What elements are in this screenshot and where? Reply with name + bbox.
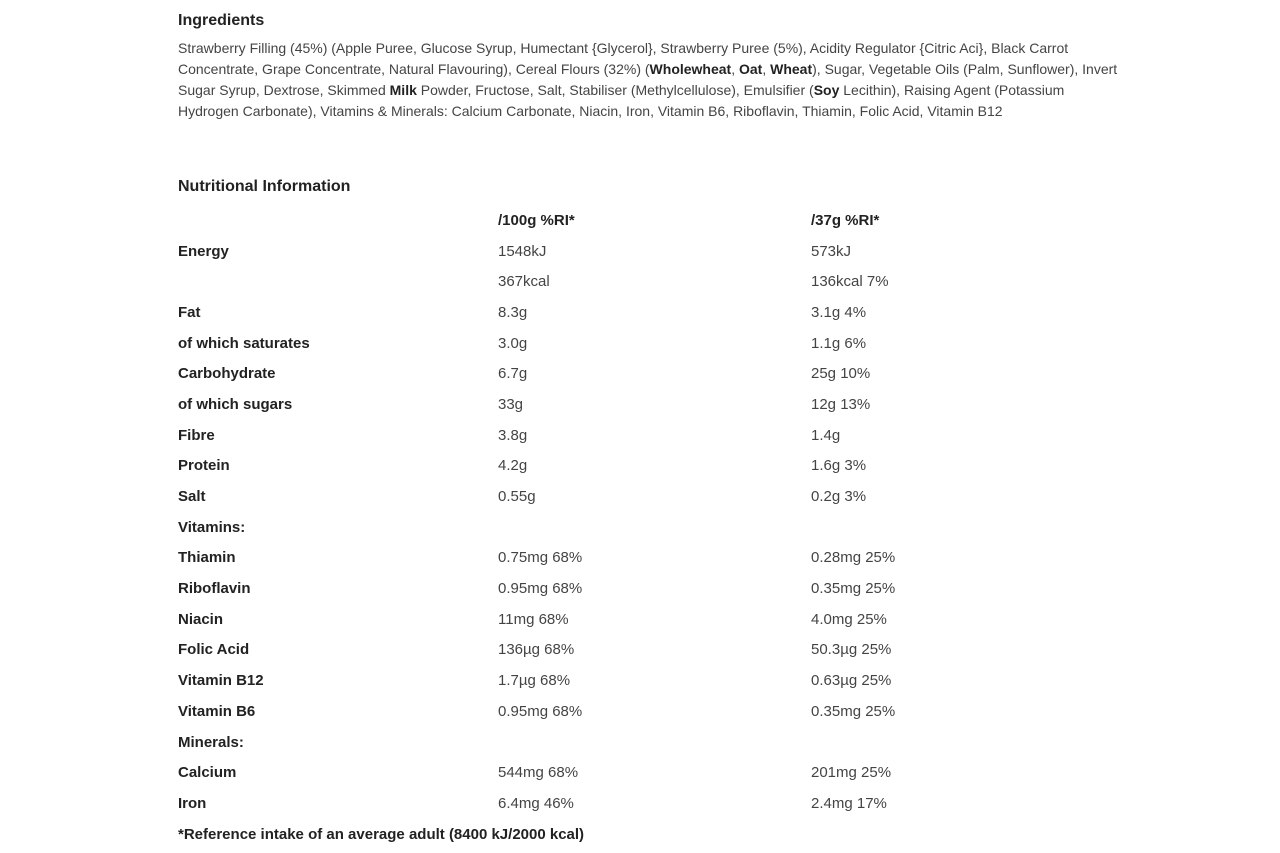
nutrition-rows (178, 236, 895, 819)
nutrient-name: Iron (178, 794, 207, 812)
value-per-100g: 1548kJ (498, 242, 547, 260)
nutrition-row (178, 573, 895, 604)
nutrition-heading: Nutritional Information (178, 178, 351, 195)
value-per-serving: 4.0mg 25% (811, 610, 887, 628)
nutrition-row (178, 328, 895, 359)
nutrient-name: Vitamin B6 (178, 702, 256, 720)
value-per-serving: 25g 10% (811, 365, 871, 383)
nutrient-name: Fat (178, 303, 201, 321)
ingredients-heading: Ingredients (178, 12, 265, 29)
allergen-text: Oat (739, 61, 763, 77)
value-per-100g: 0.75mg 68% (498, 549, 583, 567)
ingredient-text: Strawberry Filling (45%) (Apple Puree, Glucose Syrup, Humectant {Glycerol}, Strawberry Puree (5%), Acidity Regulator {Citric Aci}, Black Carrot Concentrate, Grape Concentrate, Natural Flavouring), Cereal Flours (32%) ( (178, 40, 1069, 77)
value-per-100g: 8.3g (498, 303, 528, 321)
allergen-text: Wheat (770, 61, 813, 77)
value-per-100g: 3.0g (498, 334, 528, 352)
value-per-serving: 2.4mg 17% (811, 794, 887, 812)
nutrition-row (178, 604, 895, 635)
ingredients-text (178, 38, 1118, 122)
nutrient-name: Fibre (178, 426, 215, 444)
value-per-serving: 1.1g 6% (811, 334, 867, 352)
value-per-100g: 6.7g (498, 365, 528, 383)
nutrient-name (178, 266, 498, 297)
allergen-text: Wholewheat (649, 61, 732, 77)
nutrient-name: Protein (178, 457, 230, 475)
nutrient-name: Energy (178, 242, 229, 260)
nutrition-row (178, 389, 895, 420)
header-label-cell (178, 205, 498, 236)
value-per-100g: 544mg 68% (498, 764, 579, 782)
value-per-serving: 0.63µg 25% (811, 672, 892, 690)
allergen-text: Milk (389, 82, 417, 98)
nutrient-name: of which sugars (178, 395, 293, 413)
nutrient-name: Salt (178, 488, 206, 506)
nutrient-name: Niacin (178, 610, 224, 628)
allergen-text: Soy (813, 82, 840, 98)
nutrition-row (178, 481, 895, 512)
value-per-serving: 3.1g 4% (811, 303, 867, 321)
ingredient-text: , (731, 61, 739, 77)
value-per-100g: 1.7µg 68% (498, 672, 571, 690)
value-per-serving (811, 727, 895, 758)
ingredient-text: Lecithin), Raising Agent (Potassium Hydrogen Carbonate), Vitamins & Minerals: Calcium Carbonate, Niacin, Iron, Vitamin B6, Riboflavin, Thiamin, Folic Acid, Vitamin B12 (178, 82, 1065, 119)
nutrition-row (178, 358, 895, 389)
nutrient-name: Riboflavin (178, 580, 251, 598)
reference-intake-footnote: *Reference intake of an average adult (8400 kJ/2000 kcal) (178, 826, 585, 843)
nutrition-row (178, 635, 895, 666)
nutrition-row (178, 727, 895, 758)
value-per-100g (498, 727, 811, 758)
nutrition-row (178, 543, 895, 574)
nutrition-header-row (178, 205, 895, 236)
nutrient-name: Calcium (178, 764, 237, 782)
nutrition-row (178, 665, 895, 696)
nutrient-name: Minerals: (178, 733, 244, 751)
header-per-serving: /37g %RI* (811, 211, 880, 229)
value-per-serving: 1.6g 3% (811, 457, 867, 475)
nutrition-row (178, 420, 895, 451)
nutrition-row (178, 696, 895, 727)
nutrient-name: Vitamins: (178, 518, 246, 536)
nutrition-row (178, 757, 895, 788)
nutrient-name: Thiamin (178, 549, 236, 567)
value-per-100g: 33g (498, 395, 524, 413)
value-per-serving: 0.2g 3% (811, 488, 867, 506)
header-per-100g: /100g %RI* (498, 211, 575, 229)
value-per-serving: 573kJ (811, 242, 852, 260)
nutrient-name: of which saturates (178, 334, 310, 352)
value-per-100g: 4.2g (498, 457, 528, 475)
value-per-serving (811, 512, 895, 543)
value-per-serving: 0.35mg 25% (811, 702, 896, 720)
value-per-serving: 0.28mg 25% (811, 549, 896, 567)
nutrition-row (178, 297, 895, 328)
value-per-100g: 136µg 68% (498, 641, 575, 659)
nutrition-row (178, 236, 895, 267)
value-per-serving: 201mg 25% (811, 764, 892, 782)
value-per-serving: 1.4g (811, 426, 841, 444)
value-per-100g: 3.8g (498, 426, 528, 444)
nutrition-table (178, 205, 895, 819)
value-per-100g: 0.95mg 68% (498, 580, 583, 598)
value-per-100g: 11mg 68% (498, 610, 569, 628)
nutrition-row (178, 788, 895, 819)
nutrition-row (178, 512, 895, 543)
nutrient-name: Vitamin B12 (178, 672, 264, 690)
nutrition-row (178, 451, 895, 482)
value-per-serving: 136kcal 7% (811, 273, 889, 291)
nutrition-row (178, 266, 895, 297)
nutrient-name: Carbohydrate (178, 365, 276, 383)
value-per-100g: 6.4mg 46% (498, 794, 574, 812)
value-per-100g: 0.95mg 68% (498, 702, 583, 720)
ingredient-text: , (762, 61, 771, 77)
ingredient-text: ), Sugar, Vegetable Oils (Palm, Sunflower), Invert Sugar Syrup, Dextrose, Skimmed (178, 61, 1118, 98)
nutrient-name: Folic Acid (178, 641, 250, 659)
value-per-100g: 0.55g (498, 488, 536, 506)
value-per-serving: 50.3µg 25% (811, 641, 892, 659)
value-per-serving: 12g 13% (811, 395, 871, 413)
value-per-100g (498, 512, 811, 543)
value-per-100g: 367kcal (498, 273, 550, 291)
value-per-serving: 0.35mg 25% (811, 580, 896, 598)
ingredient-text: Powder, Fructose, Salt, Stabiliser (Methylcellulose), Emulsifier ( (416, 82, 814, 98)
